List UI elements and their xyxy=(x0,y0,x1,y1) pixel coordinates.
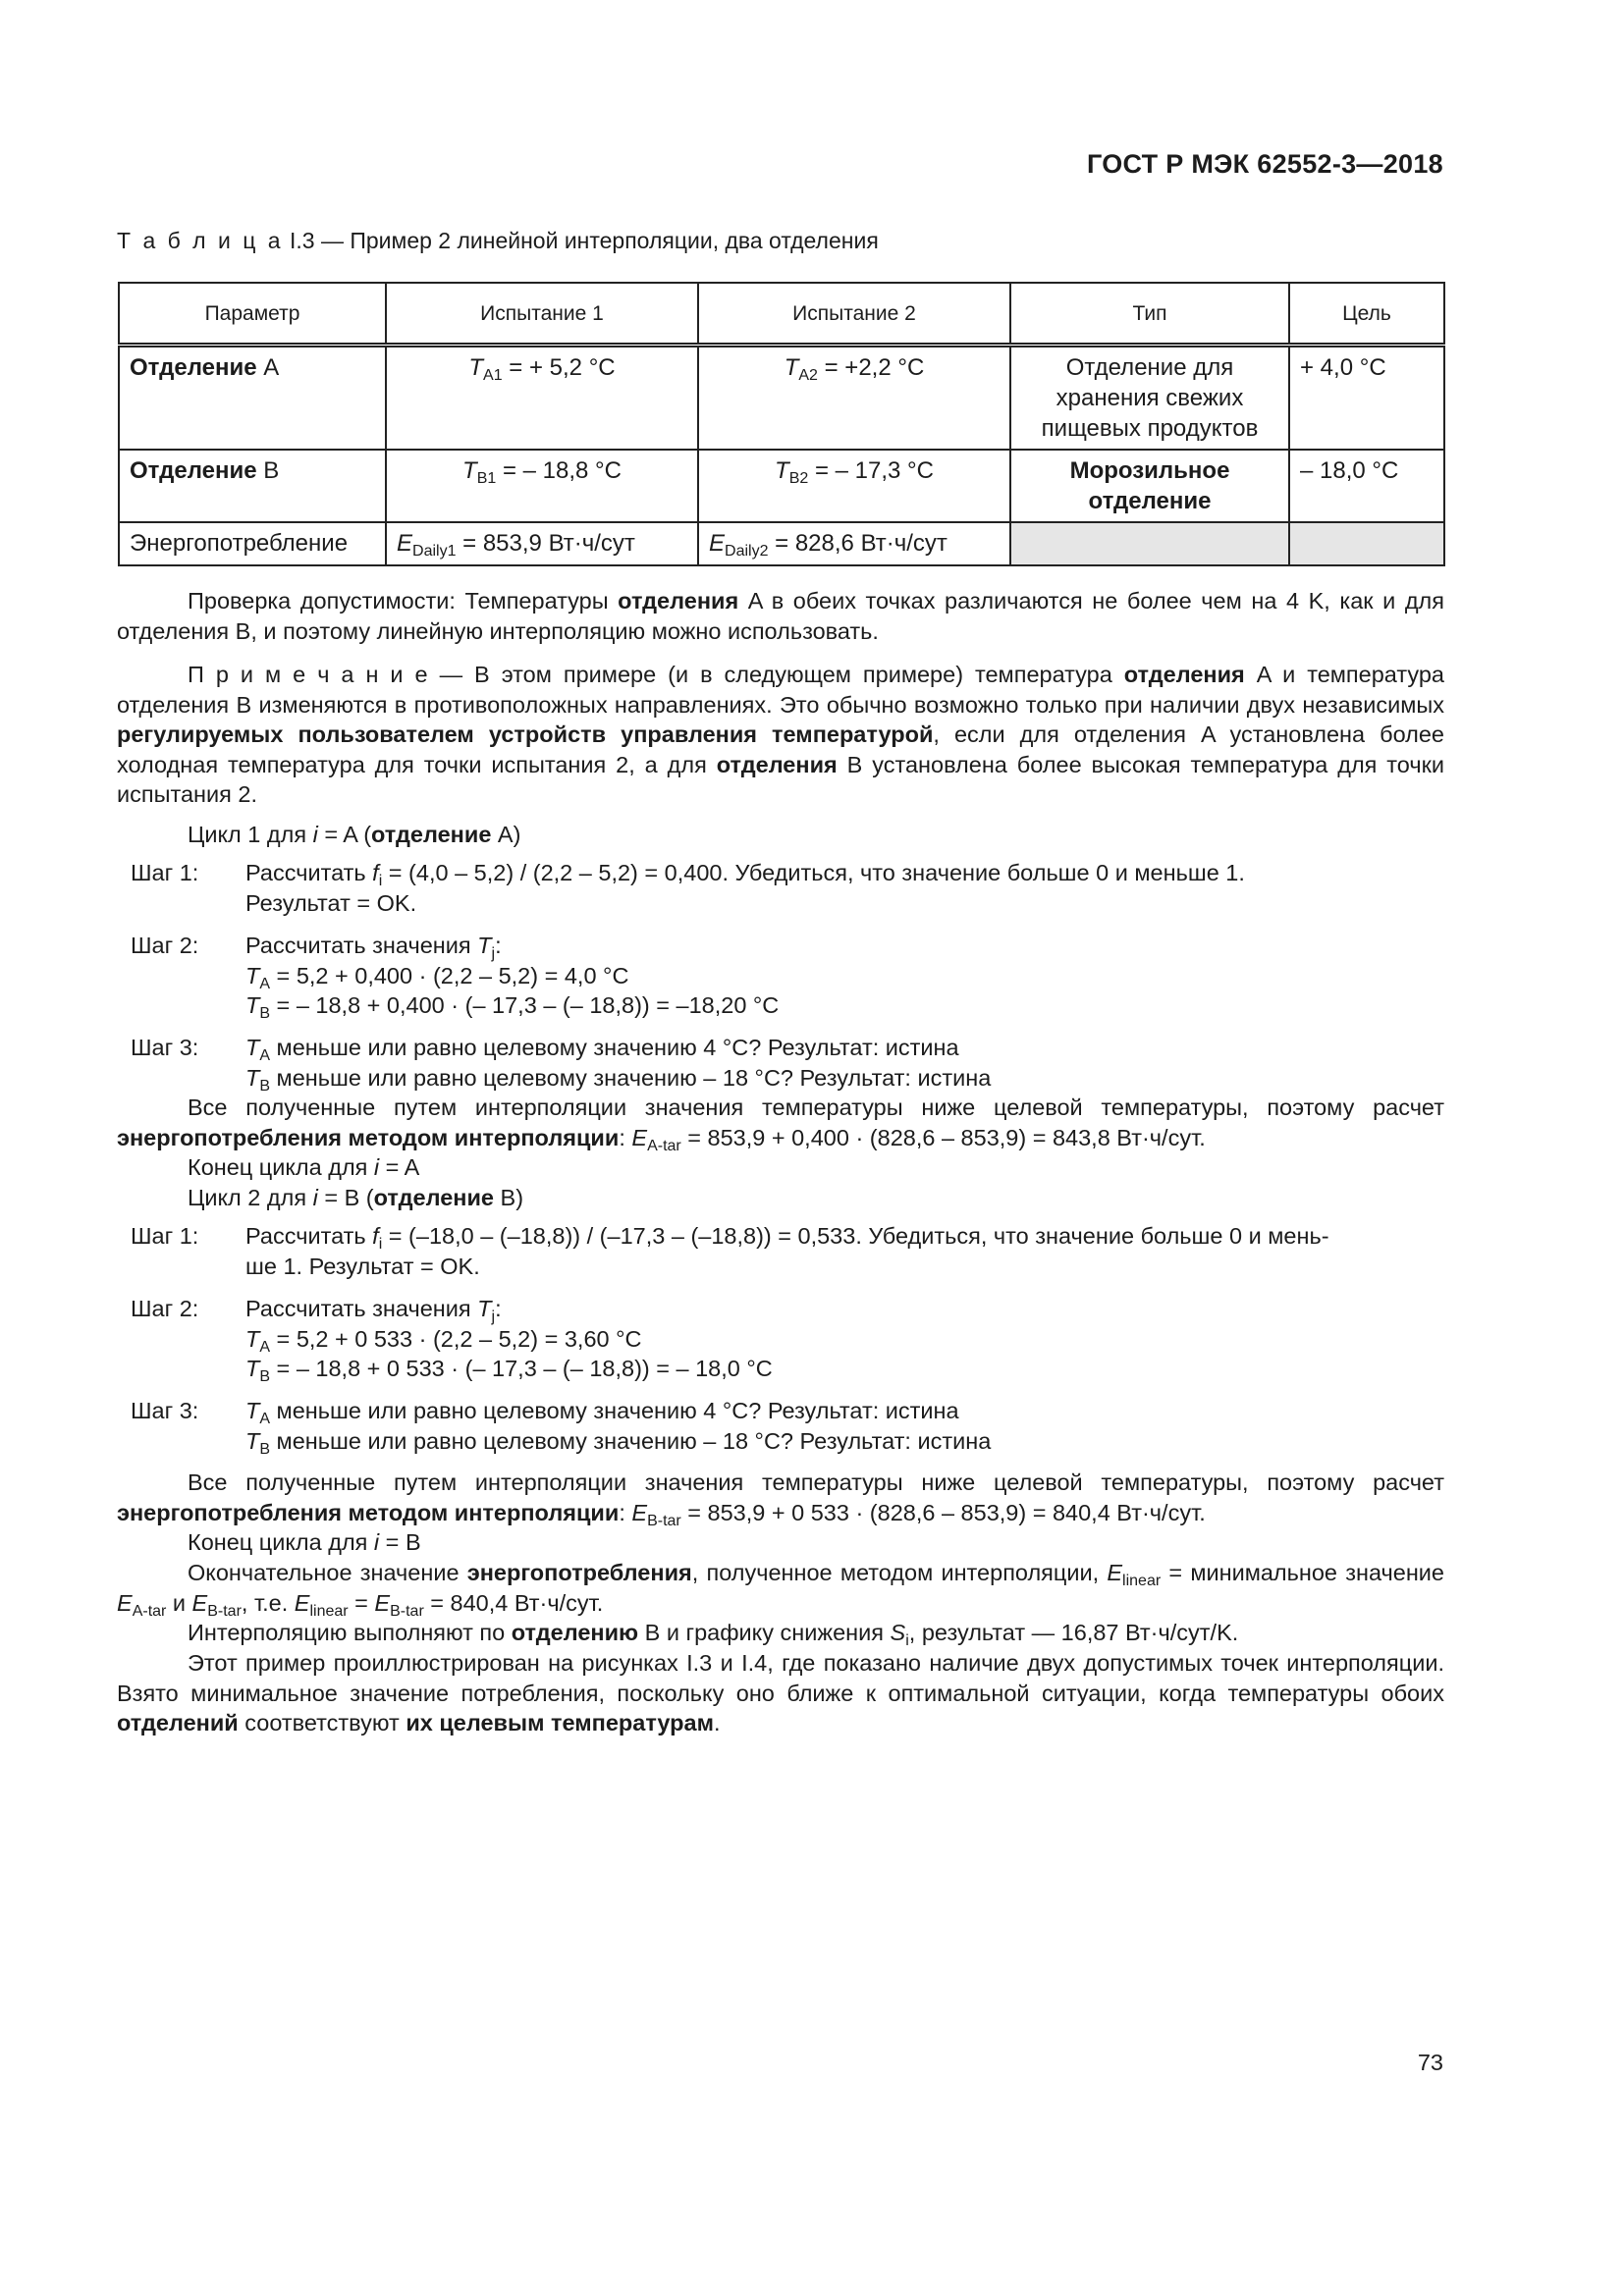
subscript: B xyxy=(259,1005,271,1023)
table-row xyxy=(119,522,1444,565)
param-cell xyxy=(119,450,386,522)
text: B установлена более высокая температура для точки испытания 2. xyxy=(117,751,1444,808)
text: и xyxy=(166,1589,192,1616)
symbol: E xyxy=(709,530,726,557)
symbol: E xyxy=(117,1589,133,1616)
bold-text: энергопотребления методом интерполяции xyxy=(117,1124,620,1150)
target-cell: – 18,0 °C xyxy=(1289,450,1444,522)
text: B) xyxy=(493,1185,524,1210)
standard-header: ГОСТ Р МЭК 62552-3—2018 xyxy=(1086,149,1443,179)
subscript: B2 xyxy=(788,470,809,487)
subscript: i xyxy=(905,1632,909,1649)
bold-text: отделение xyxy=(373,1185,494,1210)
note-label: П р и м е ч а н и е xyxy=(188,662,428,687)
caption-prefix: Т а б л и ц а xyxy=(117,228,284,253)
table-row xyxy=(119,346,1444,451)
subscript: A-tar xyxy=(132,1602,167,1620)
subscript: B xyxy=(259,1077,271,1095)
symbol: T xyxy=(784,354,799,381)
value: = +2,2 °C xyxy=(817,354,925,381)
symbol: E xyxy=(1107,1560,1123,1585)
symbol: i xyxy=(373,1529,380,1555)
text: Этот пример проиллюстрирован на рисунках I.3 и I.4, где показано наличие двух допустимых точек интерполяции. Взято минимальное значение потребления, поскольку оно ближе к оптимальной ситуации, когда температуры обоих xyxy=(117,1650,1444,1706)
param-bold: Отделение xyxy=(130,354,257,381)
symbol: T xyxy=(462,457,477,484)
cycle2-step3-body xyxy=(245,1396,1443,1456)
target-cell xyxy=(1289,522,1444,565)
value: = – 18,8 °C xyxy=(496,457,622,484)
symbol: E xyxy=(374,1589,391,1616)
text: меньше или равно целевому значению 4 °C? Результат: истина xyxy=(270,1398,959,1423)
header-cell: Цель xyxy=(1289,283,1444,346)
symbol: T xyxy=(245,1064,260,1091)
subscript: A xyxy=(259,975,271,992)
text: = B xyxy=(379,1529,421,1555)
text: A) xyxy=(491,822,521,847)
value: = 853,9 Вт·ч/сут xyxy=(456,530,635,557)
text: : xyxy=(619,1499,632,1525)
subscript: Daily1 xyxy=(412,543,457,560)
text: = (4,0 – 5,2) / (2,2 – 5,2) = 0,400. Убедиться, что значение больше 0 и меньше 1. xyxy=(382,860,1245,885)
text: Все полученные путем интерполяции значения температуры ниже целевой температуры, поэтому расчет xyxy=(188,1469,1444,1495)
symbol: f xyxy=(372,860,379,885)
text: Все полученные путем интерполяции значения температуры ниже целевой температуры, поэтому расчет xyxy=(188,1095,1444,1120)
symbol: T xyxy=(245,1035,260,1060)
value: = 828,6 Вт·ч/сут xyxy=(768,530,947,557)
text: Конец цикла для xyxy=(188,1529,374,1555)
type-cell: Отделение для хранения свежих пищевых продуктов xyxy=(1010,346,1289,451)
param-bold: Отделение xyxy=(130,457,257,484)
subscript: j xyxy=(491,1308,496,1325)
text: = 840,4 Вт·ч/сут. xyxy=(423,1589,604,1616)
test2-cell xyxy=(698,346,1010,451)
subscript: A xyxy=(259,1411,271,1427)
bold-text: отделения xyxy=(716,751,838,777)
subscript: B-tar xyxy=(647,1512,681,1529)
text: Проверка допустимости: Температуры xyxy=(188,588,619,614)
text: , если для отделения A установлена более холодная температура для точки испытания 2, а для xyxy=(117,721,1445,777)
cycle1-step1-label: Шаг 1: xyxy=(131,860,199,885)
caption-text: I.3 — Пример 2 линейной интерполяции, два отделения xyxy=(283,228,879,253)
text: A и температура отделения B изменяются в противоположных направлениях. Это обычно возможно только при наличии двух независимых xyxy=(117,662,1444,718)
symbol: E xyxy=(631,1124,648,1150)
bold-text: отделению xyxy=(511,1620,639,1645)
param-cell: Энергопотребление xyxy=(119,522,386,565)
symbol: T xyxy=(775,457,789,484)
bold-text: энергопотребления методом интерполяции xyxy=(117,1499,620,1525)
test1-cell xyxy=(386,522,698,565)
symbol: E xyxy=(397,530,413,557)
symbol: T xyxy=(245,1325,260,1352)
text: Окончательное значение xyxy=(188,1560,467,1585)
symbol: E xyxy=(631,1499,648,1525)
text: меньше или равно целевому значению – 18 °C? Результат: истина xyxy=(270,1064,992,1091)
symbol: T xyxy=(245,1427,260,1454)
subscript: i xyxy=(378,1236,383,1253)
header-cell: Испытание 1 xyxy=(386,283,698,346)
bold-text: отделение xyxy=(371,822,492,847)
subscript: B xyxy=(259,1368,271,1386)
cycle2-step3-label: Шаг 3: xyxy=(131,1398,199,1423)
text: = A xyxy=(379,1154,420,1180)
symbol: E xyxy=(191,1589,208,1616)
param-rest: B xyxy=(256,457,280,484)
subscript: A-tar xyxy=(647,1137,681,1154)
symbol: i xyxy=(373,1154,380,1180)
interpolation-paragraph xyxy=(117,1618,1444,1648)
text: : xyxy=(619,1124,632,1150)
text: = – 18,8 + 0 533 · (– 17,3 – (– 18,8)) = – 18,0 °C xyxy=(270,1356,773,1382)
text: = A ( xyxy=(317,822,372,847)
value: = – 17,3 °C xyxy=(808,457,934,484)
subscript: Daily2 xyxy=(725,543,769,560)
test2-cell xyxy=(698,450,1010,522)
text: . xyxy=(714,1710,721,1736)
cycle2-end xyxy=(188,1527,421,1558)
subscript: linear xyxy=(1122,1573,1162,1589)
bold-text: их целевым температурам xyxy=(406,1710,714,1736)
symbol: E xyxy=(294,1589,310,1616)
text: , полученное методом интерполяции, xyxy=(691,1560,1108,1585)
table-caption xyxy=(117,228,879,254)
example-paragraph xyxy=(117,1648,1444,1738)
text: Конец цикла для xyxy=(188,1154,374,1180)
text: A в обеих точках различаются не более чем на 4 K, как и для отделения B, и поэтому линейную интерполяцию можно использовать. xyxy=(117,588,1444,644)
cycle2-heading xyxy=(188,1183,523,1213)
symbol: S xyxy=(890,1620,906,1645)
text: = 853,9 + 0 533 · (828,6 – 853,9) = 840,4 Вт·ч/сут. xyxy=(680,1499,1206,1525)
value: = + 5,2 °C xyxy=(502,354,616,381)
cycle1-step2-label: Шаг 2: xyxy=(131,933,199,958)
type-cell: Морозильное отделение xyxy=(1010,450,1289,522)
subscript: A2 xyxy=(798,367,818,384)
cycle2-step1-label: Шаг 1: xyxy=(131,1223,199,1249)
cycle2-step1-body xyxy=(245,1221,1443,1281)
param-cell xyxy=(119,346,386,451)
text: Рассчитать значения xyxy=(245,1296,478,1321)
text: = 5,2 + 0 533 · (2,2 – 5,2) = 3,60 °C xyxy=(270,1325,642,1352)
subscript: linear xyxy=(309,1602,349,1620)
text: , результат — 16,87 Вт·ч/сут/K. xyxy=(908,1620,1239,1645)
cycle2-result-paragraph xyxy=(117,1468,1444,1527)
param-rest: A xyxy=(256,354,280,381)
validity-check-paragraph xyxy=(117,586,1444,646)
subscript: B xyxy=(259,1440,271,1458)
bold-text: энергопотребления xyxy=(466,1560,692,1585)
subscript: B-tar xyxy=(207,1602,242,1620)
text: B и графику снижения xyxy=(638,1620,891,1645)
text: = B ( xyxy=(317,1185,374,1210)
symbol: T xyxy=(477,933,492,958)
subscript: A1 xyxy=(483,367,503,384)
text: = минимальное значение xyxy=(1161,1560,1444,1585)
test1-cell xyxy=(386,450,698,522)
text: = xyxy=(348,1589,375,1616)
text: , т.е. xyxy=(241,1589,295,1616)
bold-text: отделений xyxy=(117,1710,239,1736)
text: ше 1. Результат = OK. xyxy=(245,1253,480,1279)
subscript: j xyxy=(491,945,496,962)
bold-text: регулируемых пользователем устройств управления температурой xyxy=(117,721,934,748)
note-paragraph xyxy=(117,660,1444,810)
cycle1-result-paragraph xyxy=(117,1093,1444,1152)
bold-text: отделения xyxy=(618,588,739,614)
symbol: T xyxy=(477,1296,492,1321)
symbol: i xyxy=(312,1185,318,1210)
table-row xyxy=(119,450,1444,522)
header-cell: Параметр xyxy=(119,283,386,346)
subscript: A xyxy=(259,1047,271,1064)
text: : xyxy=(495,1296,502,1321)
subscript: B1 xyxy=(476,470,497,487)
table-header-row xyxy=(119,283,1444,346)
text: Цикл 1 для xyxy=(188,822,313,847)
test1-cell xyxy=(386,346,698,451)
cycle1-step2-body xyxy=(245,931,1443,1021)
header-cell: Испытание 2 xyxy=(698,283,1010,346)
text: Результат = OK. xyxy=(245,889,417,916)
text: Рассчитать значения xyxy=(245,933,478,958)
symbol: T xyxy=(468,354,484,381)
symbol: f xyxy=(372,1223,379,1249)
subscript: A xyxy=(259,1338,271,1356)
text: Рассчитать xyxy=(245,1223,373,1249)
text: = – 18,8 + 0,400 · (– 17,3 – (– 18,8)) = –18,20 °C xyxy=(270,992,780,1019)
final-value-paragraph xyxy=(117,1558,1444,1618)
text: = 5,2 + 0,400 · (2,2 – 5,2) = 4,0 °C xyxy=(270,962,629,988)
cycle1-heading xyxy=(188,820,520,850)
text: : xyxy=(495,933,502,958)
type-cell xyxy=(1010,522,1289,565)
text: Рассчитать xyxy=(245,860,373,885)
text: — В этом примере (и в следующем примере) температура xyxy=(427,662,1124,687)
cycle2-step2-body xyxy=(245,1294,1443,1384)
cycle1-step3-label: Шаг 3: xyxy=(131,1035,199,1060)
text: соответствуют xyxy=(238,1710,406,1736)
page-number: 73 xyxy=(1417,2050,1443,2075)
text: меньше или равно целевому значению – 18 °C? Результат: истина xyxy=(270,1427,992,1454)
symbol: i xyxy=(312,822,318,847)
cycle1-step3-body xyxy=(245,1033,1443,1093)
symbol: T xyxy=(245,962,260,988)
header-cell: Тип xyxy=(1010,283,1289,346)
subscript: B-tar xyxy=(390,1602,424,1620)
text: = 853,9 + 0,400 · (828,6 – 853,9) = 843,8 Вт·ч/сут. xyxy=(680,1124,1206,1150)
cycle2-step2-label: Шаг 2: xyxy=(131,1296,199,1321)
data-table xyxy=(118,282,1445,566)
symbol: T xyxy=(245,992,260,1019)
target-cell: + 4,0 °C xyxy=(1289,346,1444,451)
bold-text: отделения xyxy=(1123,662,1245,687)
symbol: T xyxy=(245,1398,260,1423)
text: Цикл 2 для xyxy=(188,1185,313,1210)
subscript: i xyxy=(378,873,383,889)
cycle1-step1-body xyxy=(245,858,1443,918)
text: меньше или равно целевому значению 4 °C? Результат: истина xyxy=(270,1035,959,1060)
cycle1-end xyxy=(188,1152,419,1183)
text: = (–18,0 – (–18,8)) / (–17,3 – (–18,8)) = 0,533. Убедиться, что значение больше 0 и мень- xyxy=(382,1223,1329,1249)
test2-cell xyxy=(698,522,1010,565)
text: Интерполяцию выполняют по xyxy=(188,1620,512,1645)
symbol: T xyxy=(245,1356,260,1382)
